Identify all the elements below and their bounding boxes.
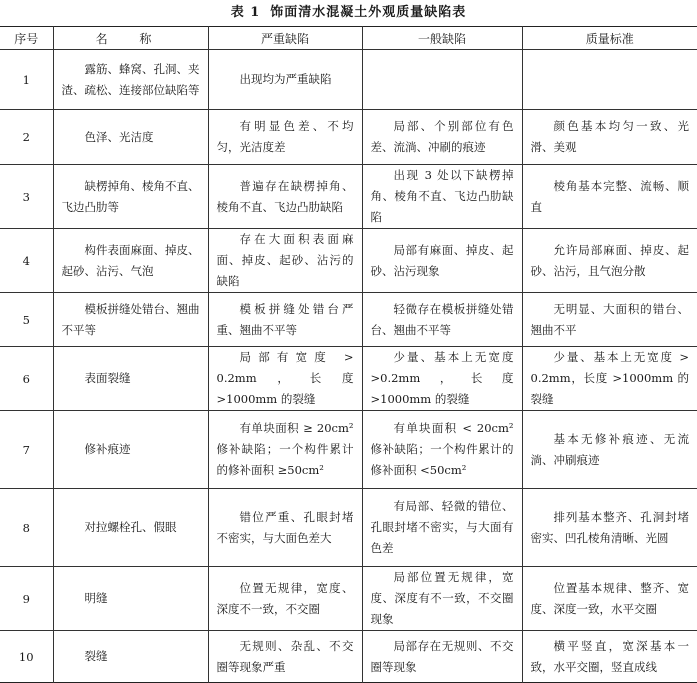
table-row	[0, 229, 697, 293]
row-name-text: 色泽、光洁度	[54, 127, 208, 148]
row-general-text: 少量、基本上无宽度 >0.2mm，长度 >1000mm 的裂缝	[363, 347, 522, 410]
row-general-text: 有局部、轻微的错位、孔眼封堵不密实，与大面有色差	[363, 496, 522, 559]
row-name-text: 修补痕迹	[54, 439, 208, 460]
row-seq: 2	[0, 110, 53, 165]
row-name-text: 表面裂缝	[54, 368, 208, 389]
row-serious	[208, 293, 362, 347]
row-standard	[522, 489, 697, 567]
row-standard	[522, 110, 697, 165]
row-standard	[522, 229, 697, 293]
row-name	[53, 110, 208, 165]
header-serious: 严重缺陷	[208, 27, 362, 50]
row-name-text: 裂缝	[54, 646, 208, 667]
row-standard-text: 棱角基本完整、流畅、顺直	[523, 176, 697, 218]
row-serious-text: 模板拼缝处错台严重、翘曲不平等	[209, 299, 362, 341]
header-row	[0, 27, 697, 50]
row-standard-text: 横平竖直，宽深基本一致，水平交圈，竖直成线	[523, 636, 697, 678]
row-serious-text: 有单块面积 ≥ 20cm² 修补缺陷；一个构件累计的修补面积 ≥50cm²	[209, 418, 362, 481]
row-general	[362, 411, 522, 489]
row-standard-text: 排列基本整齐、孔洞封堵密实、凹孔棱角清晰、光圆	[523, 507, 697, 549]
row-seq: 9	[0, 567, 53, 631]
row-standard-text: 允许局部麻面、掉皮、起砂、沾污，且气泡分散	[523, 240, 697, 282]
table-title	[0, 0, 697, 26]
row-standard-text: 基本无修补痕迹、无流淌、冲刷痕迹	[523, 429, 697, 471]
row-general	[362, 293, 522, 347]
row-seq: 4	[0, 229, 53, 293]
row-standard	[522, 347, 697, 411]
row-name-text: 构件表面麻面、掉皮、起砂、沾污、气泡	[54, 240, 208, 282]
table-row	[0, 631, 697, 683]
row-standard	[522, 50, 697, 110]
row-general	[362, 50, 522, 110]
row-serious	[208, 347, 362, 411]
row-serious	[208, 567, 362, 631]
row-name	[53, 229, 208, 293]
row-seq: 5	[0, 293, 53, 347]
row-general-text: 局部、个别部位有色差、流淌、冲刷的痕迹	[363, 116, 522, 158]
header-general: 一般缺陷	[362, 27, 522, 50]
table-row	[0, 567, 697, 631]
table-row	[0, 165, 697, 229]
row-standard-text: 位置基本规律、整齐、宽度、深度一致，水平交圈	[523, 578, 697, 620]
table-row	[0, 489, 697, 567]
row-serious	[208, 411, 362, 489]
row-general-text: 局部存在无规则、不交圈等现象	[363, 636, 522, 678]
header-name-text: 名 称	[96, 32, 166, 46]
table-row	[0, 293, 697, 347]
row-serious-text: 局部有宽度 > 0.2mm，长度 >1000mm 的裂缝	[209, 347, 362, 410]
row-serious-text: 出现均为严重缺陷	[209, 69, 362, 90]
row-standard	[522, 293, 697, 347]
row-serious-text: 存在大面积表面麻面、掉皮、起砂、沾污的缺陷	[209, 229, 362, 292]
row-general	[362, 489, 522, 567]
row-name	[53, 411, 208, 489]
row-name-text: 缺楞掉角、棱角不直、飞边凸肋等	[54, 176, 208, 218]
row-standard-text: 无明显、大面积的错台、翘曲不平	[523, 299, 697, 341]
row-name	[53, 631, 208, 683]
row-seq: 10	[0, 631, 53, 683]
row-seq: 8	[0, 489, 53, 567]
row-general-text: 局部位置无规律，宽度、深度有不一致，不交圈现象	[363, 567, 522, 630]
row-serious-text: 有明显色差、不均匀，光洁度差	[209, 116, 362, 158]
row-general	[362, 631, 522, 683]
row-serious-text: 普遍存在缺楞掉角、棱角不直、飞边凸肋缺陷	[209, 176, 362, 218]
row-seq: 7	[0, 411, 53, 489]
row-name	[53, 165, 208, 229]
row-general	[362, 567, 522, 631]
row-general	[362, 165, 522, 229]
header-seq: 序号	[0, 27, 53, 50]
row-serious-text: 位置无规律，宽度、深度不一致，不交圈	[209, 578, 362, 620]
row-serious	[208, 229, 362, 293]
row-serious	[208, 631, 362, 683]
row-name-text: 对拉螺栓孔、假眼	[54, 517, 208, 538]
table-row	[0, 347, 697, 411]
row-serious-text: 无规则、杂乱、不交圈等现象严重	[209, 636, 362, 678]
table-row	[0, 411, 697, 489]
row-serious	[208, 489, 362, 567]
row-standard-text: 少量、基本上无宽度 > 0.2mm，长度 >1000mm 的裂缝	[523, 347, 697, 410]
row-name	[53, 567, 208, 631]
row-seq: 1	[0, 50, 53, 110]
row-standard	[522, 631, 697, 683]
row-name	[53, 489, 208, 567]
row-standard	[522, 411, 697, 489]
row-serious-text: 错位严重、孔眼封堵不密实，与大面色差大	[209, 507, 362, 549]
row-name	[53, 50, 208, 110]
row-serious	[208, 165, 362, 229]
header-name	[53, 27, 208, 50]
row-serious	[208, 110, 362, 165]
row-standard-text: 颜色基本均匀一致、光滑、美观	[523, 116, 697, 158]
row-seq: 3	[0, 165, 53, 229]
row-general-text: 轻微存在模板拼缝处错台、翘曲不平等	[363, 299, 522, 341]
row-name-text: 模板拼缝处错台、翘曲不平等	[54, 299, 208, 341]
row-general-text: 局部有麻面、掉皮、起砂、沾污现象	[363, 240, 522, 282]
row-name-text: 明缝	[54, 588, 208, 609]
defect-table	[0, 26, 697, 683]
row-name	[53, 347, 208, 411]
row-general	[362, 110, 522, 165]
row-general	[362, 347, 522, 411]
table-row	[0, 110, 697, 165]
row-name	[53, 293, 208, 347]
row-name-text: 露筋、蜂窝、孔洞、夹渣、疏松、连接部位缺陷等	[54, 59, 208, 101]
row-general	[362, 229, 522, 293]
row-standard	[522, 567, 697, 631]
row-seq: 6	[0, 347, 53, 411]
table-title-text: 饰面清水混凝土外观质量缺陷表	[270, 5, 466, 20]
header-standard: 质量标准	[522, 27, 697, 50]
row-serious	[208, 50, 362, 110]
row-standard	[522, 165, 697, 229]
table-number: 表 1	[231, 5, 261, 20]
row-general-text: 有单块面积 < 20cm² 修补缺陷；一个构件累计的修补面积 <50cm²	[363, 418, 522, 481]
table-row	[0, 50, 697, 110]
row-general-text: 出现 3 处以下缺楞掉角、棱角不直、飞边凸肋缺陷	[363, 165, 522, 228]
